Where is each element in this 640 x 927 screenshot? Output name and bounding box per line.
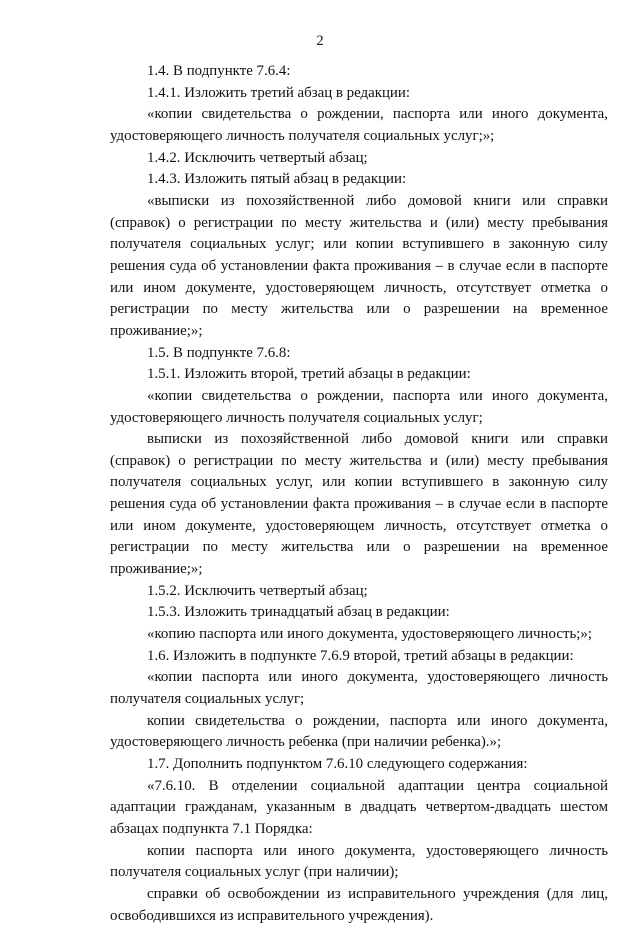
paragraph-1-4-1-text: «копии свидетельства о рождении, паспорта или иного документа, удостоверяющего личность получателя социальных услуг;»;: [110, 106, 608, 144]
paragraph-1-4: 1.4. В подпункте 7.6.4:: [147, 63, 291, 79]
paragraph-1-4-1: 1.4.1. Изложить третий абзац в редакции:: [147, 84, 410, 101]
paragraph-1-5-1: 1.5.1. Изложить второй, третий абзацы в редакции:: [147, 366, 471, 383]
paragraph-1-7-text: «7.6.10. В отделении социальной адаптации центра социальной адаптации гражданам, указанным в двадцать четвертом-двадцать шестом абзацах подпункта 7.1 Порядка:: [110, 777, 608, 837]
paragraph-1-4-2: 1.4.2. Исключить четвертый абзац;: [147, 149, 368, 166]
paragraph-1-5-1-text-b: выписки из похозяйственной либо домовой книги или справки (справок) о регистрации по месту жительства и (или) месту пребывания получателя социальных услуг, или копии вступившего в законную силу решения суда об установлении факта проживания – в случае если в паспорте или ином документе, удостоверяющем личность, отсутствует отметка о регистрации по месту жительства или о разрешении на временное проживание;»;: [110, 431, 608, 578]
document-body: [110, 61, 608, 927]
paragraph-1-6-text-a: «копии паспорта или иного документа, удостоверяющего личность получателя социальных услуг;: [110, 669, 608, 708]
paragraph-1-5-2: 1.5.2. Исключить четвертый абзац;: [147, 582, 368, 599]
paragraph-1-7: 1.7. Дополнить подпунктом 7.6.10 следующего содержания:: [147, 756, 528, 772]
paragraph-1-4-3-text: «выписки из похозяйственной либо домовой книги или справки (справок) о регистрации по месту жительства и (или) месту пребывания получателя социальных услуг; или копии вступившего в законную силу решения суда об установлении факта проживания – в случае если в паспорте или ином документе, удостоверяющем личность, отсутствует отметка о регистрации по месту жительства или о разрешении на временное проживание;»;: [110, 192, 608, 339]
paragraph-1-5-1-text-a: «копии свидетельства о рождении, паспорта или иного документа, удостоверяющего личность получателя социальных услуг;: [110, 387, 608, 426]
paragraph-1-5-3: 1.5.3. Изложить тринадцатый абзац в редакции:: [147, 604, 450, 621]
paragraph-1-6-text-b: копии свидетельства о рождении, паспорта или иного документа, удостоверяющего личность ребенка (при наличии ребенка).»;: [110, 712, 608, 751]
paragraph-1-6: 1.6. Изложить в подпункте 7.6.9 второй, третий абзацы в редакции:: [147, 647, 574, 664]
paragraph-1-5: 1.5. В подпункте 7.6.8:: [147, 344, 291, 361]
paragraph-1-7-item-a: копии паспорта или иного документа, удостоверяющего личность получателя социальных услуг (при наличии);: [110, 842, 608, 881]
paragraph-1-5-3-text: «копию паспорта или иного документа, удостоверяющего личность;»;: [147, 626, 592, 643]
page-number: 2: [316, 33, 324, 49]
paragraph-1-4-3: 1.4.3. Изложить пятый абзац в редакции:: [147, 171, 407, 188]
paragraph-1-7-item-b: справки об освобождении из исправительного учреждения (для лиц, освободившихся из исправительного учреждения).: [110, 885, 608, 924]
